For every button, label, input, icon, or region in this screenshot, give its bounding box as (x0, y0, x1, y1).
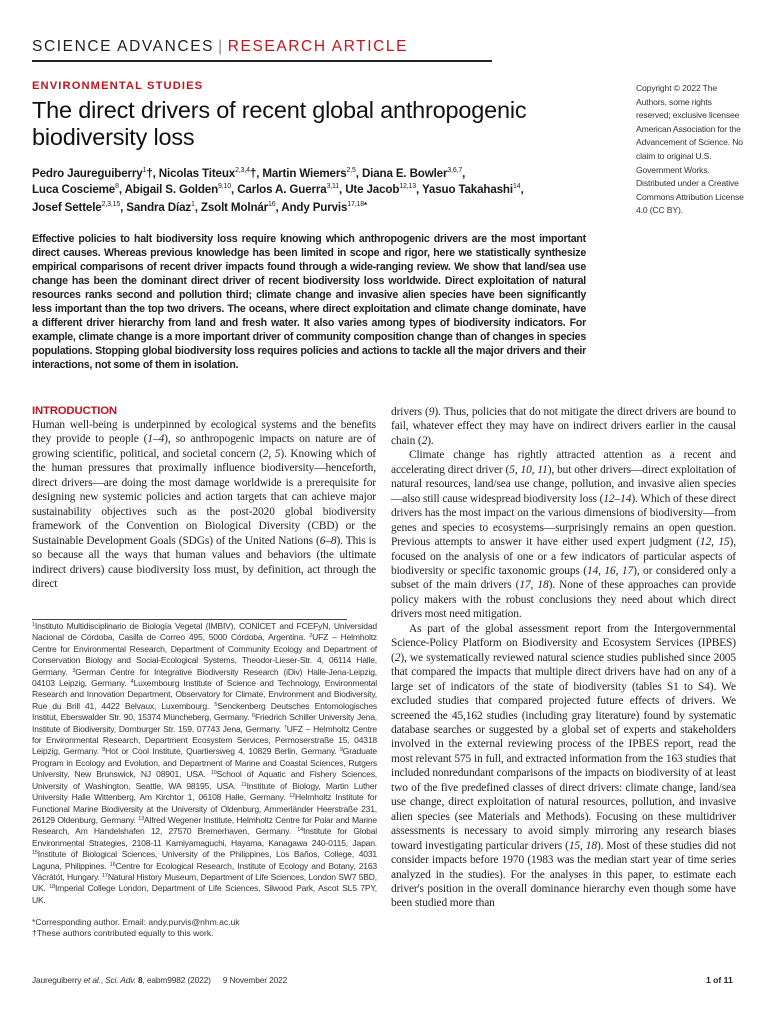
section-heading-introduction: INTRODUCTION (32, 405, 117, 417)
affiliation-text: Helmholtz Institute for Functional Marine Biodiversity at the University of Oldenburg, Ammerländer Heerstraße 231, 26129 Oldenburg, Germany. (32, 792, 377, 825)
author-note-mark: † (146, 167, 153, 180)
affiliation-text: Institute of Biological Sciences, University of the Philippines, Los Baños, College, 4031 Laguna, Philippines. (32, 849, 377, 871)
affiliation-number: 18 (49, 884, 55, 891)
author-affiliation-ref: 2,5 (346, 167, 356, 174)
footer-journal: Sci. Adv. (105, 975, 136, 985)
affiliation-number: 12 (289, 793, 296, 800)
author-affiliation-ref: 1 (142, 167, 147, 174)
affiliation-number: 2 (309, 633, 313, 640)
citation-ref[interactable]: 2, 5 (262, 447, 281, 460)
affiliation-number: 15 (32, 850, 38, 857)
intro-paragraph-2: drivers (9). Thus, policies that do not mitigate the direct drivers are bound to fail, whatever effect they may have on indirect drivers earlier in the causal chain (2). (391, 406, 736, 447)
author-affiliation-ref: 9,10 (218, 183, 232, 190)
citation-ref[interactable]: 5, 10, 11 (509, 463, 548, 476)
author-affiliation-ref: 2,3,15 (101, 201, 121, 208)
header-separator: | (218, 38, 224, 55)
affiliation-text: UFZ – Helmholtz Centre for Environmental Research, Department Ecosystem Services, Permoserstraße 15, 04318 Leipzig, Germany. (32, 723, 378, 757)
copyright-notice: Copyright © 2022 The Authors, some rights reserved; exclusive licensee American Association for the Advancement of Science. No claim to original U.S. Government Works. Distributed under a Creative Commons Attribution License 4.0 (CC BY). (636, 83, 744, 216)
author-name[interactable]: Yasuo Takahashi (421, 183, 513, 196)
intro-paragraph-4: As part of the global assessment report from the Intergovernmental Science-Policy Platform on Biodiversity and Ecosystem Services (IPBES) (2), we systematically reviewed natural science studies published since 2005 that compared the impacts that multiple direct drivers have had on any of a large set of indicators of the state of biodiversity (tables S1 to S4). We excluded studies that compared projected future effects of drivers. We screened the 45,162 studies (including gray literature) found by systematic database searches or suggested by a global set of experts and stakeholders involved in the external reviewing process of the IPBES report, read the most relevant 575 in full, and extracted information from the 163 studies that included nonredundant comparisons of the impacts on biodiversity of at least two of the five predefined classes of direct drivers: climate change, land/sea use change, direct exploitation of natural resources, pollution, and invasive alien species (see Materials and Methods). Focusing on these multidriver assessments is necessary to avoid simply mirroring any research biases toward investigating particular drivers (15, 18). Most of these studies did not consider impacts before 1970 (1983 was the median start year of time series analyzed in the studies). For the analyses in this paper, to estimate each driver's position in the overall dominance hierarchy even though some have been studied more than (391, 622, 736, 910)
affiliation-text: Imperial College London, Department of Life Sciences, Silwood Park, Ascot SL5 7PY, UK. (32, 883, 377, 905)
affiliation-number: 11 (241, 781, 247, 788)
affiliation-text: Centre for Ecological Research, Institute of Ecology and Botany, 2163 Vácrátót, Hungary. (32, 860, 377, 882)
section-tag: ENVIRONMENTAL STUDIES (32, 80, 204, 92)
journal-header (32, 38, 408, 56)
author-name[interactable]: Martin Wiemers (262, 167, 347, 180)
author-affiliation-ref: 12,13 (399, 183, 417, 190)
author-affiliation-ref: 8 (115, 183, 119, 190)
citation-ref[interactable]: 1–4 (147, 433, 165, 446)
footer-date: 9 November 2022 (222, 975, 288, 985)
affiliation-text: Graduate Program in Ecology and Evolution, and Department of Marine and Coastal Sciences, Rutgers University, New Brunswick, NJ 08901, USA. (32, 746, 377, 780)
corresponding-author-note: *Corresponding author. Email: andy.purvis@nhm.ac.uk (32, 917, 240, 927)
author-affiliation-ref: 1 (191, 201, 195, 208)
affiliation-text: German Centre for Integrative Biodiversity Research (iDiv) Halle-Jena-Leipzig, 04103 Leipzig, Germany. (32, 666, 377, 689)
citation-ref[interactable]: 2 (421, 434, 428, 447)
affiliation-text: Luxembourg Institute of Science and Technology, Environmental Research and Innovation Department, Observatory for Climate, Environment and Biodiversity, Rue du Brill 41, 4422 Belvaux, Luxembourg. (32, 678, 378, 711)
affiliation-number: 5 (214, 701, 218, 708)
equal-contribution-note: †These authors contributed equally to this work. (32, 928, 214, 939)
page-number: 1 of 11 (706, 975, 733, 985)
author-name[interactable]: Pedro Jaureguiberry (32, 167, 143, 180)
affiliation-number: 9 (339, 747, 343, 754)
affiliations (32, 621, 377, 906)
affiliation-text: Institute of Biology, Martin Luther University Halle Wittenberg, Am Kirchtor 1, 06108 Halle, Germany. (32, 780, 377, 803)
author-note-mark: * (364, 201, 368, 210)
affiliation-number: 3 (72, 667, 76, 674)
citation-ref[interactable]: 6–8 (319, 534, 337, 547)
affiliation-text: Hot or Cool Institute, Quartiersweg 4, 10829 Berlin, Germany. (105, 746, 340, 757)
author-name[interactable]: Zsolt Molnár (200, 201, 269, 214)
affiliation-number: 13 (138, 815, 144, 822)
footer-article-id: , eabm9982 (2022) (142, 975, 211, 985)
author-note-mark: † (249, 167, 257, 180)
affiliation-number: 17 (102, 872, 108, 879)
journal-name: SCIENCE ADVANCES (32, 38, 215, 55)
affiliation-number: 14 (297, 827, 304, 834)
article-title: The direct drivers of recent global anthropogenic biodiversity loss (32, 97, 527, 150)
author-name[interactable]: Andy Purvis (281, 201, 348, 214)
affiliation-text: Institute for Global Environmental Strategies, 2108-11 Kamiyamaguchi, Hayama, Kanagawa 240-0115, Japan. (32, 826, 378, 848)
citation-ref[interactable]: 2 (394, 651, 401, 664)
affiliations-divider (32, 619, 347, 620)
author-affiliation-ref: 14 (512, 183, 521, 190)
author-affiliation-ref: 3,11 (326, 183, 340, 190)
citation-ref[interactable]: 15, 18 (568, 839, 597, 852)
author-list: Pedro Jaureguiberry$^1$†, Nicolas Titeux$^{2,3,4}$†, Martin Wiemers$^{2,5}$, Diana E. Bowler$^{3,6,7}$, Luca Coscieme$^8$, Abigail S. Golden$^{9,10}$, Carlos A. Guerra$^{3,11}$, Ute Jacob$^{12,13}$, Yasuo Takahashi$^{14}$, Josef Settele$^{2,3,15}$, Sandra Díaz$^1$, Zsolt Molnár$^{16}$, Andy Purvis$^{17,18*}$ (32, 167, 524, 214)
citation-ref[interactable]: 12–14 (603, 492, 632, 505)
footer-volume: 8 (138, 975, 143, 985)
intro-paragraph-1: Human well-being is underpinned by ecological systems and the benefits they provide to people (1–4), so anthropogenic impacts on nature are of growing scientific, political, and societal concern (2, 5). Knowing which of the human pressures that proximally influence biodiversity—henceforth, direct drivers—are doing the most damage worldwide is a prerequisite for designing new systemic policies and action targets that can achieve major sustainability objectives such as the post-2020 global biodiversity framework of the Convention on Biological Diversity (CBD) or the Sustainable Development Goals (SDGs) of the United Nations (6–8). This is so because all the ways that human values and behaviors (the ultimate indirect drivers) cause biodiversity loss must, by definition, act through the direct (32, 419, 376, 590)
author-affiliation-ref: 16 (268, 201, 276, 208)
author-notes (32, 917, 377, 940)
affiliation-text: Alfred Wegener Institute, Helmholtz Centre for Polar and Marine Research, Am Handelshafen 12, 27570 Bremerhaven, Germany. (32, 814, 378, 837)
author-affiliation-ref: 3,6,7 (447, 167, 463, 174)
intro-paragraph-3: Climate change has rightly attracted attention as a recent and accelerating direct driver (5, 10, 11), but other drivers—direct exploitation of natural resources, land/sea use change, pollution, and invasive alien species—also still cause widespread biodiversity loss (12–14). Which of these direct drivers has the most impact on the various dimensions of biodiversity—from genes and species to ecosystems—surprisingly remains an open question. Previous attempts to answer it have either used expert judgment (12, 15), focused on the analysis of one or a few indicators of particular aspects of biodiversity or specific taxonomic groups (14, 16, 17), or considered only a subset of the main drivers (17, 18). None of these approaches can provide policy makers with the robust conclusions they need about which direct drivers most need mitigation. (391, 449, 736, 621)
author-name[interactable]: Diana E. Bowler (361, 167, 448, 180)
citation-ref[interactable]: 12, 15 (699, 536, 730, 549)
footer-authors: Jaureguiberry (32, 975, 82, 985)
citation-footer: Jaureguiberry et al., Sci. Adv. 8, eabm9982 (2022) 9 November 2022 (32, 975, 288, 985)
author-name[interactable]: Nicolas Titeux (158, 167, 236, 180)
affiliation-number: 10 (210, 770, 217, 777)
header-divider (32, 60, 492, 62)
affiliation-text: UFZ – Helmholtz Centre for Environmental Research, Department of Community Ecology and Department of Conservation Biology and Social-Ecological Systems, Theodor-Lieser-Str. 4, 06114 Halle, Germany. (32, 632, 377, 677)
author-name[interactable]: Sandra Díaz (126, 201, 192, 214)
affiliation-text: Natural History Museum, Department of Life Sciences, London SW7 5BD, UK. (32, 871, 377, 894)
affiliation-number: 6 (252, 713, 255, 720)
affiliation-text: Senckenberg Deutsches Entomologisches Institut, Eberswalder Str. 90, 15374 Müncheberg, Germany. (32, 700, 377, 723)
affiliation-number: 4 (130, 679, 134, 686)
citation-ref[interactable]: 14, 16, 17 (586, 564, 634, 577)
affiliation-text: Friedrich Schiller University Jena, Institute of Biodiversity, Dornburger Str. 159, 07743 Jena, Germany. (32, 712, 377, 734)
author-name[interactable]: Carlos A. Guerra (237, 183, 327, 196)
affiliation-number: 7 (283, 724, 287, 731)
citation-ref[interactable]: 17, 18 (519, 579, 549, 592)
author-name[interactable]: Ute Jacob (345, 183, 400, 196)
footer-etal: et al. (83, 975, 101, 985)
affiliation-text: Instituto Multidisciplinario de Biología Vegetal (IMBIV), CONICET and FCEFyN, Universidad Nacional de Córdoba, Casilla de Correo 495, 5000 Córdoba, Argentina. (32, 621, 377, 643)
left-column (32, 405, 376, 591)
author-affiliation-ref: 2,3,4 (235, 167, 250, 174)
author-name[interactable]: Josef Settele (32, 201, 102, 214)
abstract: Effective policies to halt biodiversity loss require knowing which anthropogenic drivers are the most important direct causes. Whereas previous knowledge has been limited in scope and rigor, here we statistically synthesize empirical comparisons of recent driver impacts found through a wide-ranging review. We show that land/sea use change has been the dominant direct driver of recent biodiversity loss worldwide. Direct exploitation of natural resources ranks second and pollution third; climate change and invasive alien species have been significantly less important than the top two drivers. The oceans, where direct exploitation and climate change dominate, have a different driver hierarchy from land and fresh water. It also varies among types of biodiversity indicators. For example, climate change is a more important driver of community composition change than of changes in species populations. Stopping global biodiversity loss requires policies and actions to tackle all the major drivers and their interactions, not some of them in isolation. (32, 233, 586, 371)
author-affiliation-ref: 17,18 (347, 201, 365, 208)
affiliation-number: 1 (32, 622, 35, 628)
affiliation-number: 8 (102, 747, 106, 754)
author-name[interactable]: Luca Coscieme (32, 183, 116, 196)
right-column (391, 405, 736, 911)
author-name[interactable]: Abigail S. Golden (124, 183, 219, 196)
article-type: RESEARCH ARTICLE (227, 38, 409, 55)
citation-ref[interactable]: 9 (428, 406, 435, 418)
affiliation-number: 16 (109, 861, 116, 868)
affiliation-text: School of Aquatic and Fishery Sciences, University of Washington, Seattle, WA 98195, USA. (32, 769, 377, 791)
